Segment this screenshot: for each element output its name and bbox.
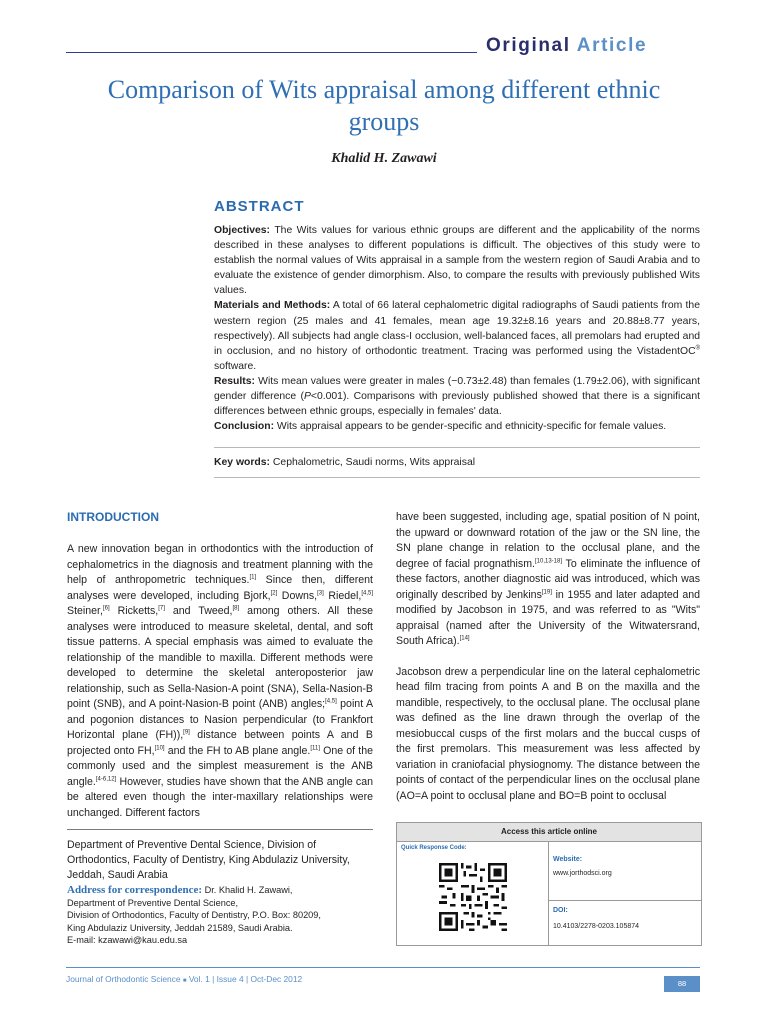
citation-link[interactable]: [6] — [102, 605, 110, 612]
qr-code-icon[interactable] — [439, 863, 507, 931]
website-label: Website: — [553, 856, 583, 863]
objectives-text: The Wits values for various ethnic groups are different and the applicability of the norms described in these analyses to different populations is difficult. The objectives of this study were to establish the normal values of Wits appraisal in a sample from the western region of Saudi Arabia and to evaluate the existence of gender dimorphism. Also, to compare the results with previously published Wits values. — [214, 225, 700, 297]
abstract-methods — [214, 298, 700, 373]
citation-link[interactable]: [3] — [317, 589, 324, 596]
text-run: Riedel, — [323, 589, 362, 602]
conclusion-label: Conclusion: — [214, 421, 275, 433]
methods-text: A total of 66 lateral cephalometric digital radiographs of Saudi patients from the western region (25 males and 41 females, mean age 19.32±8.16 years and 20.88±8.77 years, respectively). All subjects had angle class-I occlusion, well-balanced faces, all premolars had erupted and in occlusion, and no history of orthodontic treatment. Tracing was performed using the VistadentOC — [214, 300, 700, 357]
correspondence-name: Dr. Khalid H. Zawawi, — [202, 885, 293, 895]
footer-citation — [66, 974, 302, 984]
keywords-bottom-rule — [214, 477, 700, 478]
text-run: in 1955 and later adapted and modified by Jacobson in 1975, and was referred to as "Wits" appraisal (named after the University of the Witwatersrand, South Africa). — [396, 588, 700, 647]
doi-link[interactable]: 10.4103/2278-0203.105874 — [553, 923, 640, 930]
citation-link[interactable]: [7] — [158, 605, 165, 612]
citation-link[interactable]: [9] — [183, 729, 190, 736]
text-run: A new innovation began in orthodontics with the introduction of cephalometrics in the diagnosis and treatment planning with the help of anthropometric techniques. — [67, 543, 373, 586]
keywords-text: Cephalometric, Saudi norms, Wits appraisal — [272, 457, 476, 468]
right-paragraph-1 — [396, 510, 700, 650]
access-online-box — [396, 822, 702, 946]
citation-link[interactable]: [11] — [310, 744, 320, 751]
text-run: Downs, — [277, 589, 318, 602]
registered-mark: ® — [695, 345, 700, 352]
results-text-1: Wits mean values were greater in males (−0.73±2.48) than females (1.79±2.06), with significant gender difference ( — [214, 375, 701, 403]
keywords-label: Key words: — [214, 457, 271, 468]
results-p-symbol: P — [303, 391, 311, 403]
header-rule — [66, 52, 477, 53]
citation-link[interactable]: [2] — [270, 589, 278, 596]
results-text-2: <0.001). Comparisons with previously published showed that there is a significant differences between ethnic groups, especially in females' data. — [214, 391, 700, 418]
affiliation: Department of Preventive Dental Science, Division of Orthodontics, Faculty of Dentistry, King Abdulaziz University, Jeddah, Saudi Arabia — [67, 839, 350, 881]
citation-link[interactable]: [10] — [154, 744, 165, 751]
text-run: and the FH to AB plane angle. — [164, 744, 311, 757]
keywords-top-rule — [214, 447, 700, 448]
qr-code-label: Quick Response Code: — [401, 845, 467, 851]
article-type-word1: Original — [486, 35, 571, 56]
citation-link[interactable]: [14] — [459, 635, 470, 642]
text-run: Steiner, — [67, 605, 103, 617]
issue: Issue 4 — [216, 974, 244, 984]
text-run: and Tweed, — [164, 605, 233, 617]
results-label: Results: — [214, 375, 255, 387]
author-name: Khalid H. Zawawi — [331, 151, 437, 166]
introduction-heading: INTRODUCTION — [67, 510, 159, 524]
volume: Vol. 1 — [188, 974, 210, 984]
keywords — [214, 457, 700, 468]
objectives-label: Objectives: — [214, 225, 271, 236]
citation-link[interactable]: [10,13-18] — [534, 557, 563, 564]
citation-link[interactable]: [8] — [232, 605, 240, 612]
text-run: point A and pogonion distances to Nasion perpendicular (to Frankfort Horizontal plane (FH)), — [67, 698, 374, 741]
article-title: Comparison of Wits appraisal among different ethnic groups — [107, 75, 661, 136]
website-link[interactable]: www.jorthodsci.org — [553, 870, 612, 877]
correspondence-line: Division of Orthodontics, Faculty of Dentistry, P.O. Box: 80209, — [67, 910, 321, 921]
correspondence-address — [67, 884, 373, 947]
correspondence-label: Address for correspondence: — [67, 884, 203, 896]
separator-square: ■ — [182, 978, 187, 984]
abstract-conclusion — [214, 419, 700, 434]
journal-name: Journal of Orthodontic Science — [66, 974, 181, 984]
methods-tail: software. — [214, 360, 257, 372]
separator-bar: | — [212, 974, 215, 984]
article-type-label — [486, 35, 647, 57]
text-run: Since then, different analyses were developed, including Bjork, — [67, 574, 373, 602]
citation-link[interactable]: [1] — [249, 574, 257, 581]
doi-label: DOI: — [553, 907, 568, 914]
separator-bar: | — [245, 974, 249, 984]
abstract-results — [214, 374, 700, 419]
correspondence-email[interactable]: E-mail: kzawawi@kau.edu.sa — [67, 935, 188, 946]
text-run: distance between points A and B projected onto FH, — [67, 729, 373, 757]
access-box-divider — [548, 900, 701, 901]
text-run: Ricketts, — [109, 605, 159, 617]
citation-link[interactable]: [4-6,12] — [95, 775, 117, 782]
intro-paragraph — [67, 542, 373, 821]
text-run: among others. All these analyses were introduced to measure skeletal, dental, and soft tissue patterns. A special emphasis was aimed to evaluate the relationship of the mandible to maxilla. Different methods were developed to determine the skeletal anteroposterior jaw relationship, such as Sella-Nasion-A point (SNA), Sella-Nasion-B point (SNB), and A point-Nasion-B point (ANB) angles; — [67, 605, 374, 710]
abstract-body — [214, 223, 700, 434]
text-run: One of the commonly used and the simplest measurement is the ANB angle. — [67, 744, 373, 788]
issue-date: Oct-Dec 2012 — [250, 974, 303, 984]
abstract-objectives — [214, 223, 700, 298]
footer-rule — [66, 967, 700, 968]
right-paragraph-2: Jacobson drew a perpendicular line on the lateral cephalometric head film tracing from points A and B on the maxilla and the mandible, respectively, to the occlusal plane. The occlusal plane was defined as the line drawn through the overlap of the mesiobuccal cusps of the first molars and the buccal cusps of the first premolars. This measurement was less affected by variation in craniofacial physiognomy. The distance between the points of contact of the perpendicular lines on the occlusal plane (AO=A point to occlusal plane and BO=B point to occlusal — [396, 665, 700, 802]
citation-link[interactable]: [4,5] — [325, 698, 337, 705]
text-run: However, studies have shown that the ANB angle can be altered even though the inter-maxillary relationships were unchanged. Different factors — [67, 775, 373, 819]
abstract-heading: ABSTRACT — [214, 198, 305, 215]
article-type-word2: Article — [576, 35, 648, 56]
text-run: To eliminate the influence of these factors, another diagnostic aid was introduced, which was originally described by Jenkins — [396, 557, 701, 601]
access-box-title: Access this article online — [397, 823, 701, 842]
text-run: have been suggested, including age, spatial position of N point, the upward or downward rotation of the jaw or the SN line, the SN plane change in relation to the occlusal plane, and the degree of facial prognathism. — [396, 511, 700, 570]
correspondence-line: King Abdulaziz University, Jeddah 21589, Saudi Arabia. — [67, 922, 293, 933]
access-box-divider — [548, 841, 549, 945]
left-column — [67, 542, 373, 836]
right-column — [396, 510, 700, 819]
citation-link[interactable]: [19] — [541, 588, 552, 595]
methods-label: Materials and Methods: — [214, 300, 331, 312]
citation-link[interactable]: [4,5] — [361, 589, 374, 596]
conclusion-text: Wits appraisal appears to be gender-specific and ethnicity-specific for female values. — [276, 421, 667, 433]
correspondence-line: Department of Preventive Dental Science, — [67, 897, 239, 908]
page-number: 88 — [664, 976, 700, 992]
affiliation-rule — [67, 829, 373, 830]
